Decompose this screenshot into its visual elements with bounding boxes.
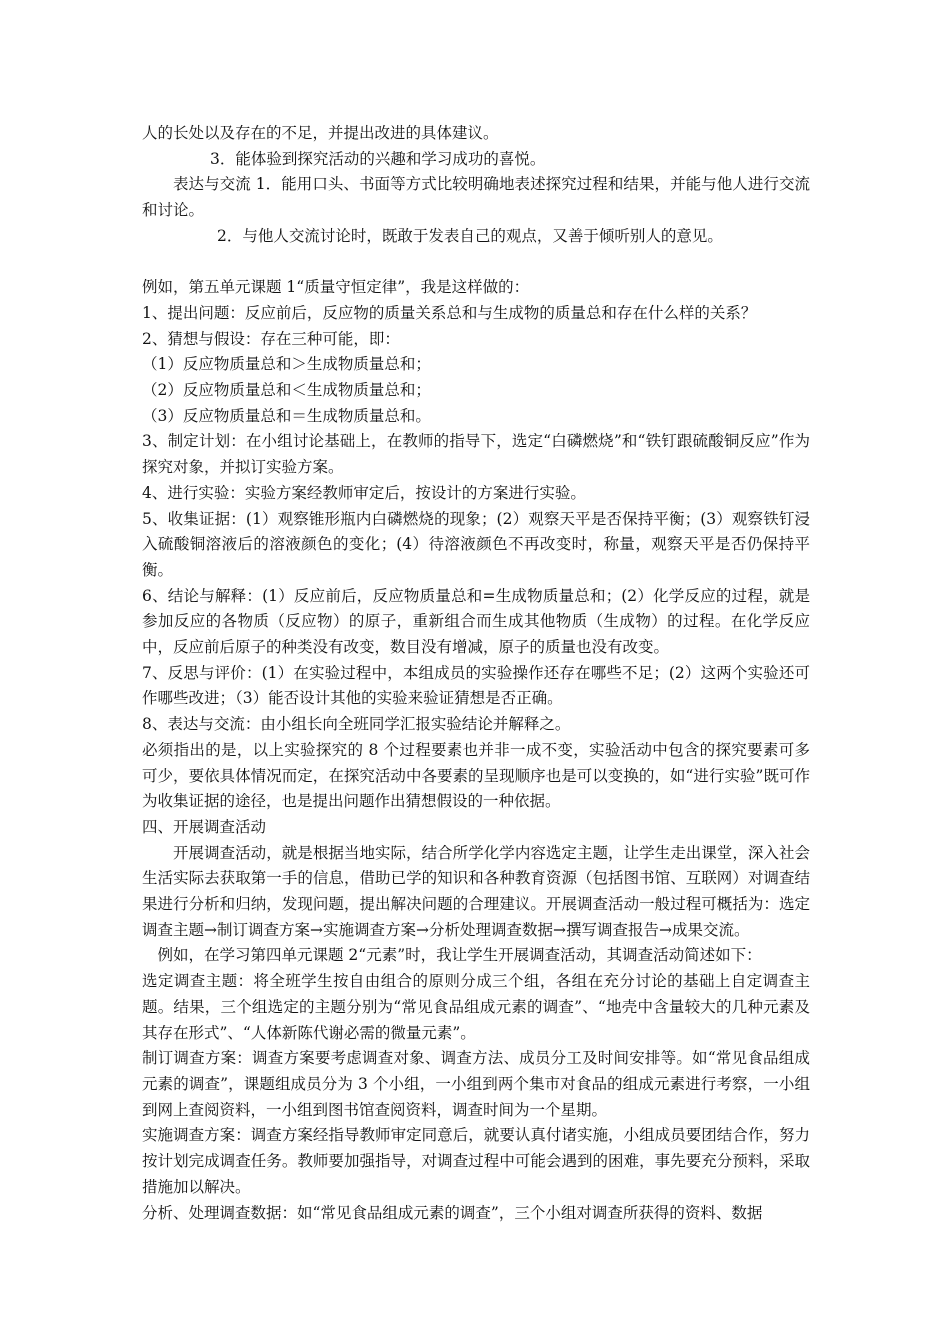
blank-line [142, 250, 810, 276]
paragraph: 人的长处以及存在的不足，并提出改进的具体建议。 [142, 124, 499, 142]
list-item: （3）反应物质量总和＝生成物质量总和。 [142, 406, 431, 425]
paragraph: 例如，在学习第四单元课题 2“元素”时，我让学生开展调查活动，其调查活动简述如下： [157, 946, 762, 965]
paragraph: 例如，第五单元课题 1“质量守恒定律”，我是这样做的： [142, 278, 530, 297]
paragraph: 制订调查方案：调查方案要考虑调查对象、调查方法、成员分工及时间安排等。如“常见食品组成元素的调查”，课题组成员分为 3 个小组，一小组到两个集市对食品的组成元素进行考察，一小组到网上查阅资料，一小组到图书馆查阅资料，调查时间为一个星期。 [142, 1049, 810, 1119]
paragraph: 3．能体验到探究活动的兴趣和学习成功的喜悦。 [210, 149, 546, 168]
paragraph: 选定调查主题：将全班学生按自由组合的原则分成三个组，各组在充分讨论的基础上自定调查主题。结果，三个组选定的主题分别为“常见食品组成元素的调查”、“地壳中含量较大的几种元素及其存在形式”、“人体新陈代谢必需的微量元素”。 [142, 972, 810, 1042]
list-item: 7、反思与评价：(1）在实验过程中，本组成员的实验操作还存在哪些不足；(2）这两个实验还可作哪些改进；（3）能否设计其他的实验来验证猜想是否正确。 [142, 663, 810, 708]
list-item: （1）反应物质量总和＞生成物质量总和； [142, 355, 431, 374]
paragraph: 分析、处理调查数据：如“常见食品组成元素的调查”，三个小组对调查所获得的资料、数据 [142, 1203, 763, 1222]
paragraph: 必须指出的是，以上实验探究的 8 个过程要素也并非一成不变，实验活动中包含的探究要素可多可少，要依具体情况而定，在探究活动中各要素的呈现顺序也是可以变换的，如“进行实验”既可作为收集证据的途径，也是提出问题作出猜想假设的一种依据。 [142, 740, 810, 811]
paragraph: 2．与他人交流讨论时，既敢于发表自己的观点，又善于倾听别人的意见。 [217, 226, 723, 245]
list-item: 2、猜想与假设：存在三种可能，即： [142, 329, 400, 348]
list-item: 6、结论与解释：(1）反应前后，反应物质量总和=生成物质量总和；(2）化学反应的过程，就是参加反应的各物质（反应物）的原子，重新组合而生成其他物质（生成物）的过程。在化学反应中，反应前后原子的种类没有改变，数目没有增减，原子的质量也没有改变。 [142, 586, 810, 657]
list-item: 1、提出问题：反应前后，反应物的质量关系总和与生成物的质量总和存在什么样的关系？ [142, 303, 757, 322]
list-item: 3、制定计划：在小组讨论基础上，在教师的指导下，选定“白磷燃烧”和“铁钉跟硫酸铜反应”作为探究对象，并拟订实验方案。 [142, 432, 810, 477]
paragraph: 实施调查方案：调查方案经指导教师审定同意后，就要认真付诸实施，小组成员要团结合作，努力按计划完成调查任务。教师要加强指导，对调查过程中可能会遇到的困难，事先要充分预料，采取措施加以解决。 [142, 1126, 810, 1196]
list-item: 8、表达与交流：由小组长向全班同学汇报实验结论并解释之。 [142, 715, 571, 734]
paragraph: 开展调查活动，就是根据当地实际，结合所学化学内容选定主题，让学生走出课堂，深入社会生活实际去获取第一手的信息，借助已学的知识和各种教育资源（包括图书馆、互联网）对调查结果进行分析和归纳，发现问题，提出解决问题的合理建议。开展调查活动一般过程可概括为：选定调查主题→制订调查方案→实施调查方案→分析处理调查数据→撰写调查报告→成果交流。 [142, 843, 810, 939]
section-heading: 四、开展调查活动 [142, 817, 267, 836]
list-item: 4、进行实验：实验方案经教师审定后，按设计的方案进行实验。 [142, 483, 586, 502]
paragraph: 表达与交流 1．能用口头、书面等方式比较明确地表述探究过程和结果，并能与他人进行交流和讨论。 [142, 175, 810, 220]
list-item: （2）反应物质量总和＜生成物质量总和； [142, 381, 431, 400]
list-item: 5、收集证据：(1）观察锥形瓶内白磷燃烧的现象；(2）观察天平是否保持平衡；(3）观察铁钉浸入硫酸铜溶液后的溶液颜色的变化；(4）待溶液颜色不再改变时，称量，观察天平是否仍保持平衡。 [142, 509, 810, 579]
